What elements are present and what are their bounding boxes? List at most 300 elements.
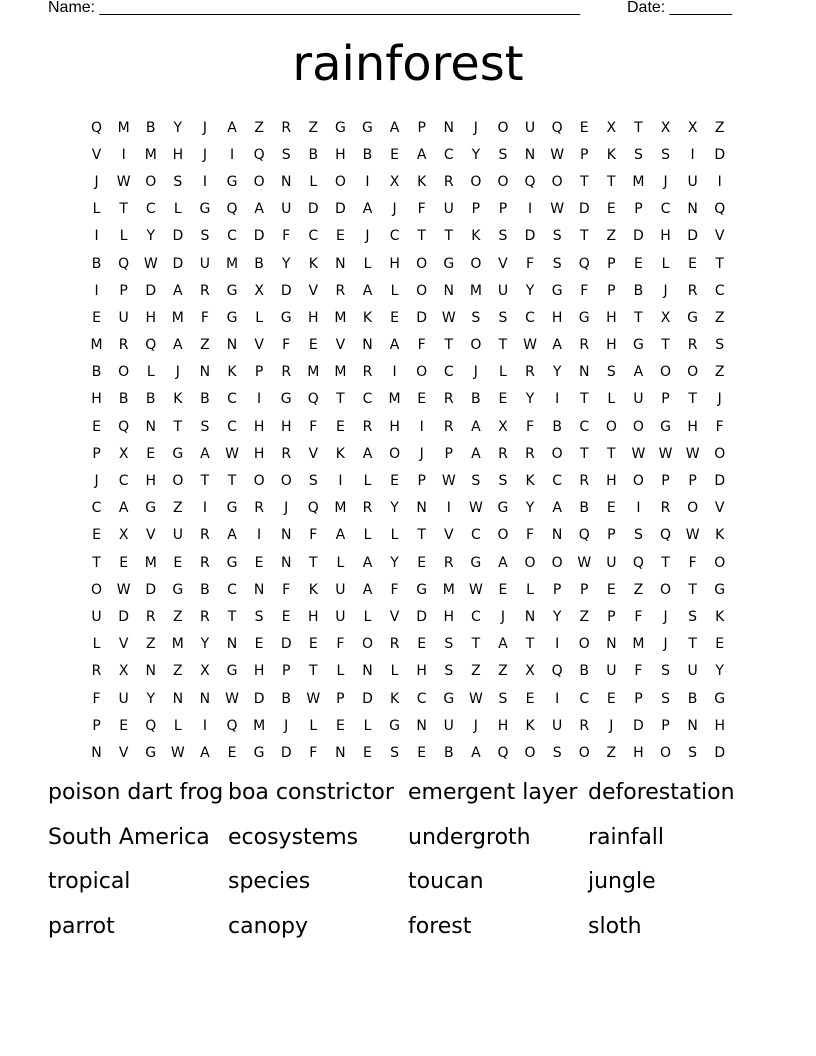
grid-letter: B	[200, 581, 210, 598]
grid-letter: J	[202, 146, 207, 163]
grid-letter: H	[253, 418, 265, 435]
grid-letter: H	[606, 473, 617, 490]
grid-letter: N	[443, 119, 454, 136]
grid-letter: L	[309, 717, 318, 734]
grid-letter: P	[552, 581, 562, 598]
grid-letter: B	[362, 146, 373, 163]
grid-letter: Q	[551, 663, 563, 680]
grid-letter: W	[225, 445, 239, 462]
grid-letter: E	[606, 500, 616, 517]
grid-letter: T	[444, 228, 454, 245]
grid-letter: E	[281, 608, 291, 625]
grid-letter: W	[658, 445, 673, 462]
grid-letter: H	[308, 309, 319, 326]
page-title: rainforest	[292, 36, 524, 92]
grid-letter: C	[91, 500, 102, 517]
grid-letter: G	[226, 554, 238, 571]
grid-letter: S	[200, 228, 210, 245]
grid-letter: B	[552, 418, 562, 435]
grid-letter: S	[200, 418, 210, 435]
grid-letter: I	[636, 500, 641, 517]
grid-letter: K	[715, 608, 725, 625]
grid-letter: M	[334, 364, 347, 381]
word-bank-item: parrot	[48, 914, 115, 940]
grid-letter: T	[200, 473, 210, 490]
grid-letter: D	[633, 228, 644, 245]
grid-letter: L	[173, 717, 182, 734]
grid-letter: N	[199, 364, 211, 381]
grid-letter: W	[550, 146, 565, 163]
grid-letter: J	[202, 119, 207, 136]
grid-letter: N	[443, 282, 454, 299]
grid-letter: U	[91, 608, 102, 625]
grid-letter: H	[606, 309, 617, 326]
grid-letter: I	[419, 418, 424, 435]
grid-letter: J	[663, 173, 668, 190]
grid-letter: G	[172, 581, 184, 598]
grid-letter: A	[362, 445, 373, 462]
grid-letter: A	[200, 744, 210, 761]
grid-letter: A	[200, 445, 210, 462]
grid-letter: U	[281, 201, 292, 218]
grid-letter: L	[499, 364, 507, 381]
grid-letter: D	[118, 608, 130, 625]
grid-letter: V	[714, 500, 725, 517]
grid-letter: E	[525, 690, 535, 707]
grid-letter: N	[226, 636, 238, 653]
grid-letter: A	[416, 146, 427, 163]
grid-letter: X	[200, 663, 210, 680]
grid-letter: N	[253, 581, 265, 598]
grid-letter: G	[632, 337, 644, 354]
grid-letter: P	[634, 201, 643, 218]
grid-letter: R	[660, 500, 671, 517]
grid-letter: K	[606, 146, 616, 163]
grid-letter: Q	[307, 500, 319, 517]
grid-letter: V	[389, 608, 400, 625]
grid-letter: A	[471, 418, 481, 435]
grid-letter: R	[443, 418, 454, 435]
grid-letter: B	[579, 500, 590, 517]
word-bank-item: canopy	[228, 914, 308, 940]
grid-letter: R	[118, 337, 129, 354]
grid-letter: H	[633, 744, 644, 761]
grid-letter: Q	[145, 337, 157, 354]
grid-letter: Z	[606, 744, 617, 761]
grid-letter: O	[361, 636, 373, 653]
grid-letter: R	[687, 282, 698, 299]
grid-letter: R	[200, 554, 210, 571]
grid-letter: U	[118, 309, 129, 326]
grid-letter: S	[254, 608, 264, 625]
grid-letter: D	[280, 282, 292, 299]
grid-letter: E	[227, 744, 237, 761]
grid-letter: T	[688, 581, 697, 598]
grid-letter: T	[661, 337, 670, 354]
grid-letter: G	[443, 255, 455, 272]
grid-letter: L	[336, 663, 345, 680]
grid-letter: M	[307, 364, 320, 381]
grid-letter: S	[281, 146, 291, 163]
grid-letter: O	[687, 500, 699, 517]
grid-letter: J	[94, 173, 99, 190]
grid-letter: F	[634, 608, 643, 625]
grid-letter: X	[660, 309, 671, 326]
grid-letter: S	[552, 228, 562, 245]
grid-letter: V	[254, 337, 264, 354]
grid-letter: F	[282, 337, 291, 354]
grid-letter: D	[172, 228, 184, 245]
grid-letter: D	[307, 201, 319, 218]
grid-letter: V	[118, 744, 129, 761]
grid-letter: D	[253, 228, 265, 245]
grid-letter: R	[389, 636, 400, 653]
grid-letter: F	[336, 636, 345, 653]
grid-letter: U	[335, 581, 346, 598]
grid-letter: W	[170, 744, 185, 761]
grid-letter: R	[443, 391, 454, 408]
grid-letter: Y	[552, 364, 562, 381]
grid-letter: V	[308, 282, 319, 299]
grid-letter: C	[443, 146, 454, 163]
word-bank-item: ecosystems	[228, 824, 359, 850]
grid-letter: T	[579, 445, 589, 462]
grid-letter: X	[389, 173, 400, 190]
grid-letter: S	[661, 663, 670, 680]
grid-letter: C	[660, 201, 671, 218]
grid-letter: M	[334, 309, 347, 326]
grid-letter: A	[254, 201, 264, 218]
date-field-label: Date: _______	[627, 0, 732, 16]
grid-letter: I	[392, 364, 397, 381]
grid-letter: I	[555, 391, 560, 408]
grid-letter: K	[525, 473, 535, 490]
grid-letter: H	[497, 717, 509, 734]
grid-letter: L	[255, 309, 264, 326]
grid-letter: H	[145, 473, 156, 490]
grid-letter: G	[145, 500, 157, 517]
grid-letter: S	[552, 744, 562, 761]
grid-letter: X	[660, 119, 671, 136]
grid-letter: F	[282, 228, 291, 245]
grid-letter: M	[632, 173, 645, 190]
grid-letter: N	[362, 663, 373, 680]
grid-letter: S	[444, 636, 454, 653]
grid-letter: Y	[173, 119, 183, 136]
word-bank-item: poison dart frog	[48, 780, 224, 805]
grid-letter: F	[417, 337, 426, 354]
grid-letter: A	[471, 744, 481, 761]
grid-letter: P	[417, 119, 426, 136]
grid-letter: Z	[471, 663, 481, 680]
grid-letter: H	[253, 663, 265, 680]
grid-letter: O	[416, 282, 428, 299]
word-bank-item: toucan	[408, 869, 484, 895]
word-bank-item: deforestation	[588, 780, 735, 805]
grid-letter: D	[524, 228, 536, 245]
grid-letter: Y	[200, 636, 210, 653]
grid-letter: Y	[471, 146, 481, 163]
grid-letter: C	[470, 608, 481, 625]
grid-letter: G	[551, 282, 563, 299]
grid-letter: I	[94, 228, 99, 245]
grid-letter: A	[173, 337, 183, 354]
grid-letter: T	[607, 445, 616, 462]
grid-letter: R	[91, 663, 102, 680]
grid-letter: I	[365, 173, 370, 190]
grid-letter: D	[633, 717, 644, 734]
grid-letter: O	[470, 255, 482, 272]
grid-letter: S	[444, 663, 454, 680]
grid-letter: G	[226, 173, 238, 190]
grid-letter: Q	[226, 717, 238, 734]
grid-letter: G	[497, 500, 509, 517]
grid-letter: N	[362, 337, 373, 354]
grid-letter: A	[498, 636, 508, 653]
grid-letter: B	[281, 690, 291, 707]
grid-letter: S	[173, 173, 183, 190]
grid-letter: O	[470, 337, 482, 354]
word-bank-item: species	[228, 869, 311, 895]
grid-letter: I	[527, 201, 533, 218]
grid-letter: H	[253, 445, 265, 462]
grid-letter: Q	[118, 418, 130, 435]
grid-letter: P	[417, 473, 426, 490]
grid-letter: T	[227, 473, 237, 490]
grid-letter: P	[92, 445, 101, 462]
grid-letter: O	[145, 173, 157, 190]
grid-letter: X	[118, 445, 129, 462]
grid-letter: P	[661, 717, 670, 734]
grid-letter: J	[94, 473, 99, 490]
grid-letter: C	[227, 581, 237, 598]
grid-letter: R	[145, 608, 156, 625]
grid-letter: W	[631, 445, 646, 462]
grid-letter: N	[524, 146, 536, 163]
grid-letter: Z	[633, 581, 644, 598]
grid-letter: E	[688, 255, 698, 272]
grid-letter: J	[365, 228, 370, 245]
grid-letter: G	[172, 445, 184, 462]
grid-letter: C	[227, 228, 237, 245]
grid-letter: K	[362, 309, 373, 326]
grid-letter: I	[202, 717, 207, 734]
grid-letter: G	[660, 418, 671, 435]
grid-letter: S	[471, 473, 481, 490]
grid-letter: Z	[606, 228, 617, 245]
grid-letter: E	[417, 744, 427, 761]
grid-letter: U	[687, 663, 698, 680]
grid-letter: O	[497, 173, 509, 190]
grid-letter: D	[416, 309, 428, 326]
word-bank-item: rainfall	[588, 824, 665, 850]
grid-letter: Y	[715, 663, 724, 680]
grid-letter: W	[143, 255, 158, 272]
grid-letter: D	[145, 581, 157, 598]
grid-letter: P	[119, 282, 128, 299]
grid-letter: C	[145, 201, 156, 218]
grid-letter: O	[524, 554, 536, 571]
grid-letter: D	[578, 201, 590, 218]
grid-letter: O	[253, 173, 265, 190]
grid-letter: C	[308, 228, 319, 245]
grid-letter: Q	[145, 717, 157, 734]
grid-letter: C	[714, 282, 725, 299]
grid-letter: F	[580, 282, 589, 299]
grid-letter: L	[119, 228, 128, 245]
grid-letter: I	[202, 173, 207, 190]
grid-letter: D	[714, 473, 726, 490]
grid-letter: Z	[498, 663, 508, 680]
grid-letter: E	[173, 554, 183, 571]
grid-letter: G	[226, 500, 238, 517]
grid-letter: O	[551, 445, 563, 462]
letter-grid	[83, 114, 733, 767]
grid-letter: L	[363, 608, 372, 625]
grid-letter: X	[254, 282, 264, 299]
grid-letter: B	[145, 391, 156, 408]
grid-letter: R	[362, 500, 373, 517]
grid-letter: H	[443, 608, 455, 625]
grid-letter: S	[606, 364, 616, 381]
grid-letter: W	[441, 473, 456, 490]
grid-letter: K	[308, 581, 318, 598]
grid-letter: Q	[578, 527, 590, 544]
grid-letter: Y	[552, 608, 562, 625]
grid-letter: K	[417, 173, 427, 190]
grid-letter: C	[362, 391, 373, 408]
grid-letter: T	[579, 391, 589, 408]
grid-letter: L	[92, 201, 101, 218]
grid-letter: I	[229, 146, 235, 163]
grid-letter: U	[606, 554, 617, 571]
grid-letter: O	[497, 119, 509, 136]
grid-letter: N	[280, 554, 292, 571]
grid-letter: R	[335, 282, 346, 299]
grid-letter: Z	[173, 663, 183, 680]
grid-letter: O	[551, 554, 563, 571]
grid-letter: F	[715, 418, 724, 435]
grid-letter: M	[469, 282, 482, 299]
grid-letter: W	[116, 173, 131, 190]
grid-letter: X	[606, 119, 617, 136]
grid-letter: P	[607, 255, 616, 272]
grid-letter: M	[442, 581, 455, 598]
grid-letter: T	[688, 636, 697, 653]
grid-letter: L	[661, 255, 670, 272]
grid-letter: Q	[551, 119, 563, 136]
grid-letter: Y	[281, 255, 291, 272]
grid-letter: Z	[173, 608, 183, 625]
grid-letter: D	[280, 744, 292, 761]
grid-letter: T	[715, 255, 724, 272]
grid-letter: G	[470, 554, 482, 571]
grid-letter: S	[552, 255, 562, 272]
grid-letter: M	[171, 636, 184, 653]
grid-letter: Q	[714, 201, 726, 218]
grid-letter: L	[309, 173, 318, 190]
grid-letter: I	[717, 173, 722, 190]
grid-letter: E	[119, 554, 129, 571]
grid-letter: H	[687, 418, 698, 435]
grid-letter: O	[91, 581, 103, 598]
grid-letter: Q	[253, 146, 265, 163]
grid-letter: K	[715, 527, 725, 544]
grid-letter: S	[498, 146, 508, 163]
grid-letter: P	[580, 146, 589, 163]
grid-letter: N	[687, 717, 698, 734]
grid-letter: L	[607, 391, 616, 408]
grid-letter: W	[306, 690, 321, 707]
grid-letter: N	[145, 418, 156, 435]
grid-letter: S	[688, 744, 698, 761]
grid-letter: E	[92, 527, 101, 544]
grid-letter: I	[555, 690, 560, 707]
grid-letter: P	[634, 690, 643, 707]
grid-letter: T	[309, 554, 318, 571]
grid-letter: B	[118, 391, 129, 408]
grid-letter: L	[92, 636, 101, 653]
grid-letter: N	[91, 744, 102, 761]
grid-letter: V	[714, 228, 725, 245]
grid-letter: O	[389, 445, 401, 462]
grid-letter: E	[498, 581, 508, 598]
grid-letter: T	[119, 201, 128, 218]
grid-letter: I	[257, 527, 262, 544]
grid-letter: K	[335, 445, 345, 462]
grid-letter: S	[633, 527, 643, 544]
grid-letter: B	[308, 146, 319, 163]
grid-letter: N	[335, 744, 346, 761]
grid-letter: K	[471, 228, 481, 245]
grid-letter: W	[577, 554, 592, 571]
grid-letter: O	[416, 364, 428, 381]
grid-letter: O	[470, 173, 482, 190]
grid-letter: W	[468, 581, 483, 598]
grid-letter: T	[471, 636, 481, 653]
grid-letter: S	[661, 146, 670, 163]
grid-letter: W	[225, 690, 239, 707]
grid-letter: E	[390, 146, 399, 163]
grid-letter: L	[363, 527, 372, 544]
grid-letter: G	[714, 581, 726, 598]
grid-letter: N	[416, 717, 427, 734]
grid-letter: A	[471, 445, 481, 462]
word-bank-item: jungle	[588, 869, 656, 895]
grid-letter: L	[526, 581, 534, 598]
grid-letter: M	[117, 119, 130, 136]
grid-letter: C	[416, 690, 427, 707]
word-bank-item: South America	[48, 824, 210, 850]
grid-letter: A	[335, 527, 346, 544]
grid-letter: W	[685, 445, 700, 462]
grid-letter: G	[416, 581, 428, 598]
grid-letter: I	[446, 500, 451, 517]
grid-letter: N	[280, 173, 292, 190]
grid-letter: G	[145, 744, 157, 761]
grid-letter: E	[579, 119, 589, 136]
grid-letter: N	[280, 527, 292, 544]
grid-letter: E	[715, 636, 725, 653]
grid-letter: C	[118, 473, 129, 490]
grid-letter: N	[335, 255, 346, 272]
grid-letter: N	[687, 201, 698, 218]
grid-letter: Z	[579, 608, 590, 625]
grid-letter: S	[661, 690, 670, 707]
grid-letter: E	[335, 228, 345, 245]
grid-letter: L	[390, 663, 399, 680]
grid-letter: I	[121, 146, 126, 163]
